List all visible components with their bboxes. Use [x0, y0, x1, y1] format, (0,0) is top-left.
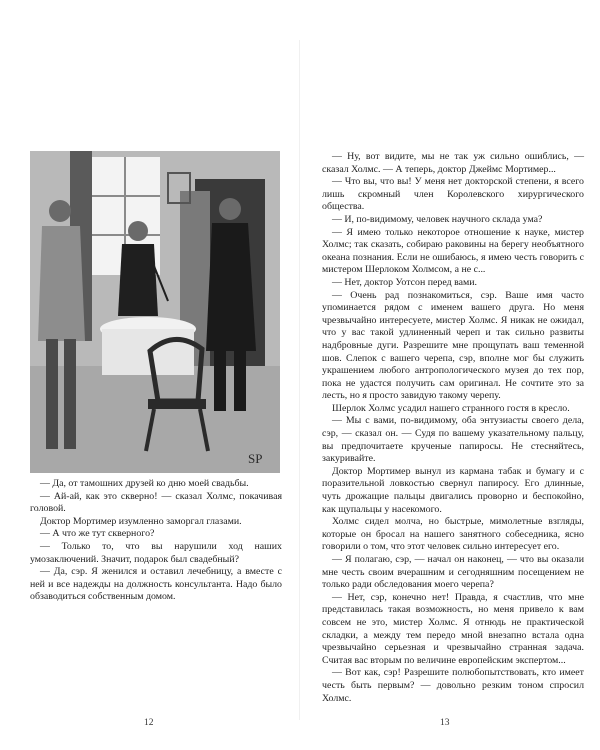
paragraph: — Я полагаю, сэр, — начал он наконец, — что вы оказали мне честь своим вчерашним и сегодняшним посещением не только ради обследования моего черепа? [322, 554, 584, 591]
illustration-drawing [30, 151, 280, 473]
paragraph: Холмс сидел молча, но быстрые, мимолетные взгляды, которые он бросал на нашего занятного собеседника, ясно говорили о том, что этот человек сильно интересует его. [322, 516, 584, 553]
paragraph: — Ну, вот видите, мы не так уж сильно ошиблись, — сказал Холмс. — А теперь, доктор Джеймс Мортимер... [322, 151, 584, 175]
paragraph: Доктор Мортимер вынул из кармана табак и бумагу и с поразительной ловкостью свернул папиросу. Его длинные, чуть дрожащие пальцы двигались проворно и беспокойно, как щупальцы у насекомого. [322, 465, 584, 515]
illustration-signature: SP [248, 451, 263, 466]
paragraph: — Я имею только некоторое отношение к науке, мистер Холмс; так сказать, собираю раковины на берегу необъятного океана познания. Если не ошибаюсь, я имею честь говорить с мистером Шерлоком Холмсом, а не с... [322, 226, 584, 276]
gutter [299, 40, 300, 720]
paragraph: — Что вы, что вы! У меня нет докторской степени, я всего лишь скромный член Королевского хирургического общества. [322, 176, 584, 213]
right-page [310, 0, 590, 750]
paragraph: — Очень рад познакомиться, сэр. Ваше имя часто упоминается рядом с именем вашего друга. Но меня чрезвычайно интересуете, мистер Холмс. Я никак не ожидал, что у вас такой удлиненный череп и так сильно развиты надбровные дуги. Разрешите мне прощупать ваш теменной шов. Слепок с вашего черепа, сэр, вполне мог бы служить украшением любого антропологического музея до тех пор, пока не удастся получить сам оригинал. Не сочтите это за лесть, но я просто завидую такому черепу. [322, 289, 584, 402]
paragraph: — Нет, доктор Уотсон перед вами. [332, 276, 477, 288]
paragraph: — И, по-видимому, человек научного склада ума? [332, 213, 543, 225]
paragraph: — Да, от тамошних друзей ко дню моей свадьбы. [40, 478, 249, 489]
left-page-text [30, 478, 282, 604]
paragraph: — Вот как, сэр! Разрешите полюбопытствовать, кто имеет честь быть первым? — довольно резким тоном спросил Холмс. [322, 667, 584, 704]
paragraph: — Нет, сэр, конечно нет! Правда, я счастлив, что мне представилась такая возможность, но меня привело к вам совсем не это, мистер Холмс. Я отнюдь не практической складки, а между тем передо мной внезапно встала одна чрезвычайно серьезная и чрезвычайно странная задача. Считая вас вторым по величине европейским экспертом... [322, 591, 584, 666]
paragraph: Шерлок Холмс усадил нашего странного гостя в кресло. [332, 402, 570, 414]
paragraph: — А что же тут скверного? [40, 528, 155, 540]
left-page [14, 0, 294, 750]
paragraph: — Мы с вами, по-видимому, оба энтузиасты своего дела, сэр, — сказал он. — Судя по вашему указательному пальцу, вы предпочитаете крученые папиросы. Не стесняйтесь, закуривайте. [322, 415, 584, 465]
illustration [30, 151, 280, 473]
page-number: 12 [144, 718, 154, 728]
right-page-text [322, 151, 584, 705]
paragraph: — Да, сэр. Я женился и оставил лечебницу, а вместе с ней и все надежды на должность консультанта. Надо было обзаводиться собственным домом. [30, 566, 282, 603]
paragraph: Доктор Мортимер изумленно заморгал глазами. [40, 515, 242, 527]
paragraph: — Ай-ай, как это скверно! — сказал Холмс, покачивая головой. [30, 490, 282, 515]
paragraph: — Только то, что вы нарушили ход наших умозаключений. Значит, подарок был свадебный? [30, 540, 282, 565]
page-number: 13 [440, 718, 450, 728]
